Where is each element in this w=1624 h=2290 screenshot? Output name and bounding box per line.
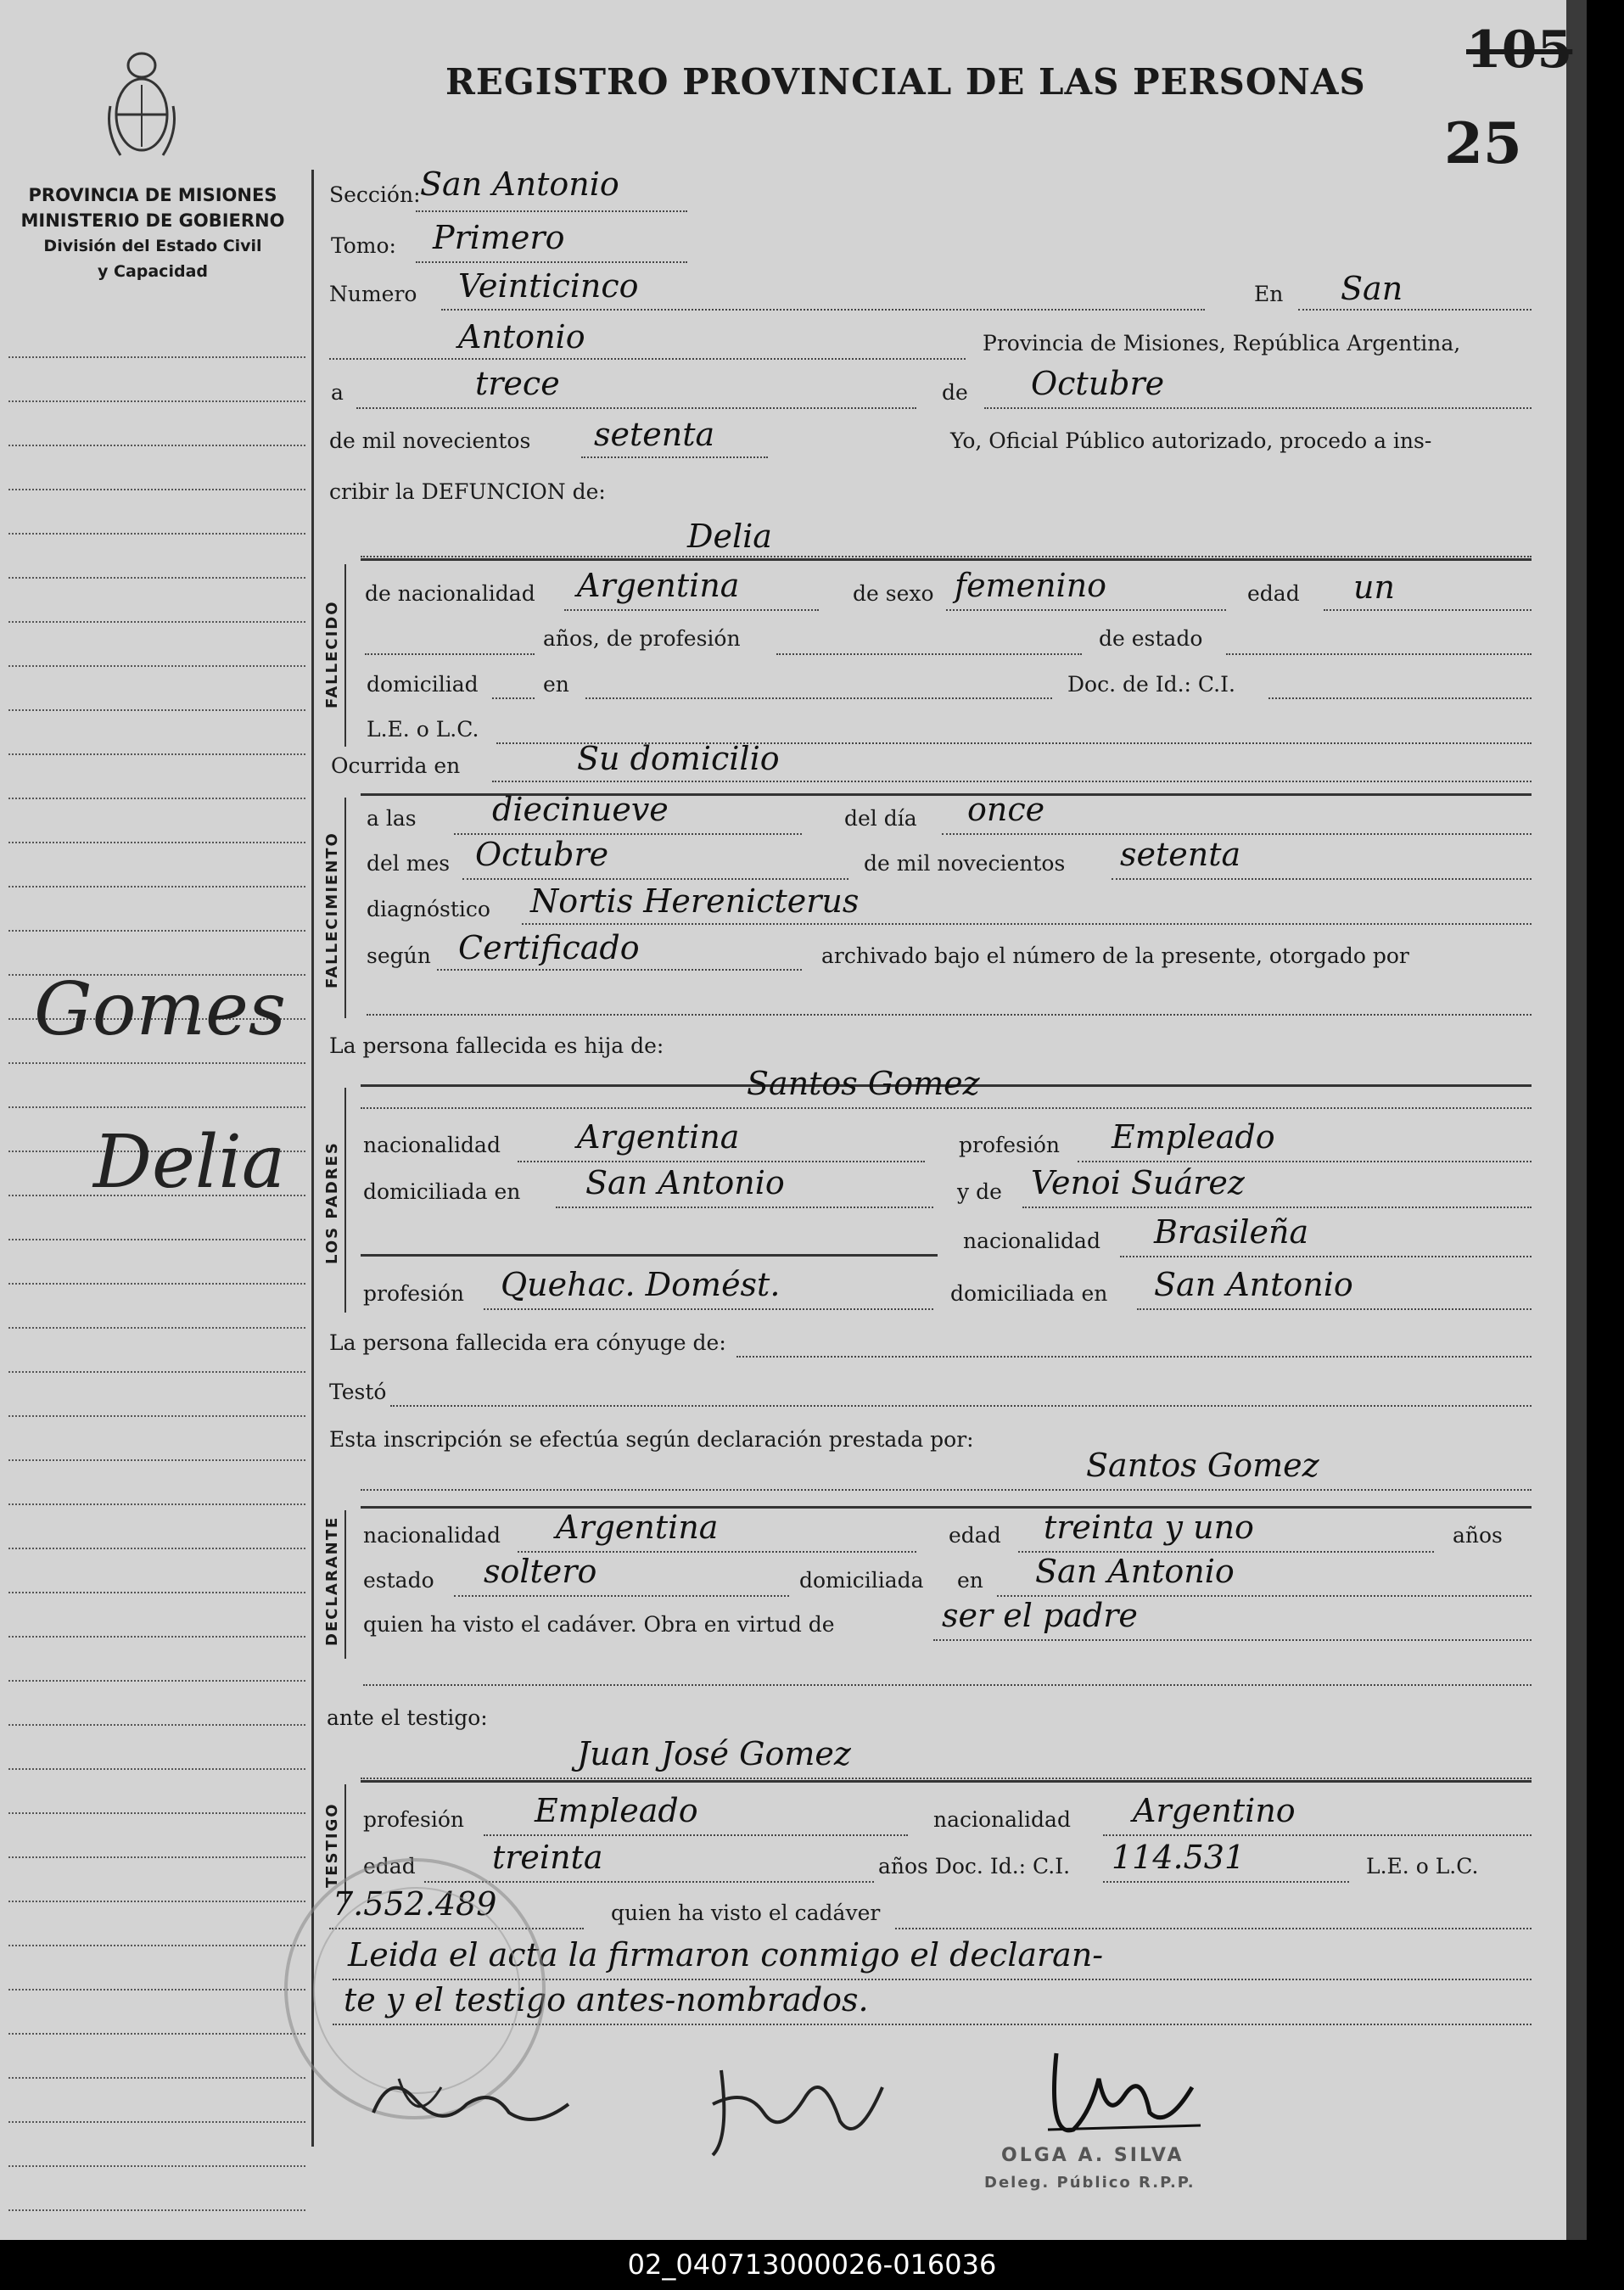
- ministry-label: MINISTERIO DE GOBIERNO: [20, 210, 285, 231]
- madre-name: Venoi Suárez: [1031, 1164, 1245, 1201]
- mes-line: [462, 878, 848, 880]
- a-las-line: [454, 833, 802, 835]
- fallecimiento-section-label: FALLECIMIENTO: [323, 831, 341, 988]
- testigo-visto-line: [895, 1928, 1532, 1929]
- anos-profesion-label: años, de profesión: [543, 626, 741, 651]
- division-label: División del Estado Civil: [43, 237, 262, 255]
- de-label: de: [942, 380, 968, 405]
- padre-profesion-value: Empleado: [1112, 1118, 1275, 1156]
- madre-nacionalidad-value: Brasileña: [1154, 1213, 1309, 1251]
- margin-rule-line: [8, 1062, 305, 1064]
- testigo-name: Juan José Gomez: [577, 1735, 851, 1772]
- margin-rule-line: [8, 930, 305, 932]
- declarante-estado-label: estado: [363, 1568, 434, 1593]
- testigo-profesion-label: profesión: [363, 1807, 465, 1832]
- domicilio-en-line: [585, 697, 1052, 699]
- padres-intro: La persona fallecida es hija de:: [329, 1033, 664, 1058]
- year-label: de mil novecientos: [329, 428, 531, 453]
- deceased-name: Delia: [687, 518, 772, 555]
- margin-rule-line: [8, 2033, 305, 2035]
- ocurrida-value: Su domicilio: [577, 740, 780, 777]
- segun-value: Certificado: [458, 929, 640, 966]
- domicilio-line: [492, 697, 535, 699]
- declarante-estado-line: [454, 1595, 789, 1597]
- madre-domiciliada-line: [1137, 1308, 1532, 1310]
- margin-rule-line: [8, 2121, 305, 2123]
- margin-rule-line: [8, 1768, 305, 1770]
- margin-rule-line: [8, 621, 305, 623]
- deceased-name-line: [361, 556, 1532, 557]
- archivado-text: archivado bajo el número de la presente, otorgado por: [821, 943, 1409, 968]
- margin-rule-line: [8, 709, 305, 711]
- padre-nacionalidad-label: nacionalidad: [363, 1133, 501, 1157]
- padres-section-label: LOS PADRES: [323, 1141, 341, 1264]
- sexo-line: [946, 609, 1226, 611]
- margin-rule-line: [8, 1327, 305, 1329]
- official-title-stamp: Deleg. Público R.P.P.: [984, 2174, 1196, 2192]
- margin-rule-line: [8, 842, 305, 843]
- testo-line: [390, 1405, 1532, 1407]
- padre-name-line: [361, 1107, 1532, 1109]
- testigo-anos-label: años Doc. Id.: C.I.: [878, 1854, 1071, 1878]
- margin-rule-line: [8, 1459, 305, 1461]
- margin-rule-line: [8, 1239, 305, 1240]
- margin-rule-line: [8, 1106, 305, 1108]
- testigo-name-line: [361, 1778, 1532, 1779]
- margin-rule-line: [8, 798, 305, 799]
- madre-profesion-label: profesión: [363, 1281, 465, 1306]
- dia-line: [942, 833, 1532, 835]
- ocurrida-line: [492, 781, 1532, 782]
- tomo-line: [416, 261, 687, 263]
- seccion-label: Sección:: [329, 182, 421, 207]
- testigo-nacionalidad-line: [1103, 1834, 1532, 1836]
- declarante-visto-line: [933, 1639, 1532, 1641]
- declarante-edad-value: treinta y uno: [1044, 1509, 1254, 1546]
- conyuge-label: La persona fallecida era cónyuge de:: [329, 1330, 726, 1355]
- anos-line: [365, 653, 535, 655]
- oficial-text: Yo, Oficial Público autorizado, procedo a ins-: [950, 428, 1432, 453]
- declarante-name-line: [361, 1489, 1532, 1491]
- dia-label: del día: [844, 806, 917, 831]
- document-title: REGISTRO PROVINCIAL DE LAS PERSONAS: [445, 61, 1366, 103]
- declarante-nacionalidad-value: Argentina: [556, 1509, 719, 1546]
- testigo-section-label: TESTIGO: [323, 1802, 341, 1888]
- margin-rule-line: [8, 1724, 305, 1726]
- declarant-signature: [696, 2053, 908, 2164]
- a-label: a: [331, 380, 344, 405]
- closing-line-2: te y el testigo antes-nombrados.: [344, 1981, 869, 2018]
- registrar-signature: [1039, 2045, 1209, 2147]
- margin-rule-line: [8, 1283, 305, 1285]
- margin-surname: Gomes: [34, 967, 287, 1052]
- padre-domiciliada-value: San Antonio: [585, 1164, 785, 1201]
- province-label: PROVINCIA DE MISIONES: [28, 185, 277, 205]
- a-value: trece: [475, 365, 560, 402]
- padre-nacionalidad-line: [518, 1161, 925, 1162]
- testigo-nacionalidad-value: Argentino: [1133, 1792, 1296, 1829]
- fallecido-nacionalidad-line: [564, 609, 819, 611]
- edad-value: un: [1353, 568, 1395, 606]
- madre-profesion-line: [484, 1308, 933, 1310]
- de-line: [984, 407, 1532, 409]
- domicilio-label: domiciliad: [367, 672, 479, 697]
- declarante-en-label: en: [957, 1568, 983, 1593]
- mes-label: del mes: [367, 851, 451, 876]
- sexo-label: de sexo: [853, 581, 934, 606]
- sexo-value: femenino: [955, 567, 1107, 604]
- declarante-edad-label: edad: [949, 1523, 1001, 1548]
- margin-rule-line: [8, 1680, 305, 1682]
- declarante-estado-value: soltero: [484, 1553, 597, 1590]
- margin-rule-line: [8, 1592, 305, 1593]
- diagnostico-line: [522, 923, 1532, 925]
- fallecido-top-rule: [361, 558, 1532, 561]
- dia-value: once: [967, 791, 1045, 828]
- segun-label: según: [367, 943, 431, 968]
- fallecido-nacionalidad-value: Argentina: [577, 567, 740, 604]
- numero-label: Numero: [329, 282, 417, 306]
- declarante-name: Santos Gomez: [1086, 1447, 1319, 1484]
- margin-rule-line: [8, 2165, 305, 2167]
- margin-rule-line: [8, 665, 305, 667]
- domicilio-en-label: en: [543, 672, 569, 697]
- padre-name: Santos Gomez: [747, 1065, 980, 1102]
- diagnostico-label: diagnóstico: [367, 897, 490, 921]
- closing-line-1: Leida el acta la firmaron conmigo el declaran-: [348, 1936, 1104, 1974]
- tomo-label: Tomo:: [331, 233, 396, 258]
- testigo-ci-value: 114.531: [1112, 1839, 1246, 1876]
- official-signature-1: [365, 2053, 585, 2147]
- profesion-line: [776, 653, 1082, 655]
- declarante-domiciliada-value: San Antonio: [1035, 1553, 1235, 1590]
- margin-rule-line: [8, 533, 305, 535]
- testigo-edad-value: treinta: [492, 1839, 603, 1876]
- numero-value: Veinticinco: [458, 267, 639, 305]
- testigo-edad-label: edad: [363, 1854, 416, 1878]
- testo-label: Testó: [329, 1380, 387, 1404]
- testigo-profesion-value: Empleado: [535, 1792, 698, 1829]
- madre-domiciliada-label: domiciliada en: [950, 1281, 1108, 1306]
- testigo-intro: ante el testigo:: [327, 1705, 488, 1730]
- madre-name-line: [1022, 1207, 1532, 1208]
- issuer-header: [0, 182, 305, 284]
- margin-rule-line: [8, 577, 305, 579]
- file-id: 02_040713000026-016036: [627, 2248, 997, 2281]
- edad-line: [1324, 609, 1532, 611]
- testigo-profesion-line: [484, 1834, 908, 1836]
- testigo-le-label: L.E. o L.C.: [1366, 1854, 1479, 1878]
- declarante-nacionalidad-label: nacionalidad: [363, 1523, 501, 1548]
- declarante-domiciliada-label: domiciliada: [799, 1568, 924, 1593]
- mes-value: Octubre: [475, 836, 609, 873]
- estado-label: de estado: [1099, 626, 1203, 651]
- margin-rule-line: [8, 2077, 305, 2079]
- testigo-top-rule: [361, 1780, 1532, 1783]
- segun-line: [437, 969, 802, 971]
- padre-profesion-label: profesión: [959, 1133, 1061, 1157]
- coat-of-arms-icon: [104, 47, 180, 165]
- year-value: setenta: [594, 416, 715, 453]
- margin-rule-line: [8, 1503, 305, 1505]
- fallecimiento-year-label: de mil novecientos: [864, 851, 1066, 876]
- margin-rule-line: [8, 1989, 305, 1990]
- margin-rule-line: [8, 356, 305, 358]
- declarante-extra-line: [363, 1684, 1532, 1686]
- doc-label: Doc. de Id.: C.I.: [1067, 672, 1235, 697]
- madre-profesion-value: Quehac. Domést.: [501, 1266, 781, 1303]
- declarante-visto-value: ser el padre: [942, 1597, 1138, 1634]
- declarante-visto-label: quien ha visto el cadáver. Obra en virtud de: [363, 1612, 835, 1637]
- fallecimiento-year-line: [1112, 878, 1532, 880]
- page-number: 25: [1444, 110, 1522, 176]
- seccion-value: San Antonio: [420, 165, 619, 203]
- en-value-2: Antonio: [458, 318, 585, 356]
- official-name-stamp: OLGA A. SILVA: [1001, 2145, 1184, 2166]
- margin-given-name: Delia: [93, 1120, 286, 1205]
- ocurrida-label: Ocurrida en: [331, 753, 461, 778]
- padre-domiciliada-label: domiciliada en: [363, 1179, 521, 1204]
- en-label: En: [1254, 282, 1284, 306]
- margin-rule-line: [8, 489, 305, 490]
- margin-rule-line: [8, 1945, 305, 1946]
- inscribir-text: cribir la DEFUNCION de:: [329, 479, 606, 504]
- a-line: [356, 407, 916, 409]
- padre-domiciliada-line: [556, 1207, 933, 1208]
- diagnostico-value: Nortis Herenicterus: [530, 882, 860, 920]
- de-value: Octubre: [1031, 365, 1165, 402]
- testigo-ci-line: [1103, 1881, 1349, 1883]
- en-line-2: [329, 358, 966, 360]
- a-las-value: diecinueve: [492, 791, 669, 828]
- fallecido-nacionalidad-label: de nacionalidad: [365, 581, 535, 606]
- declarante-intro: Esta inscripción se efectúa según declaración prestada por:: [329, 1427, 974, 1452]
- margin-rule-line: [8, 1636, 305, 1638]
- otorgado-line: [367, 1014, 1532, 1016]
- margin-rule-line: [8, 1548, 305, 1549]
- declarante-section-label: DECLARANTE: [323, 1515, 341, 1646]
- madre-nacionalidad-label: nacionalidad: [963, 1229, 1100, 1253]
- margin-divider: [311, 170, 314, 2147]
- madre-nacionalidad-line: [1120, 1256, 1532, 1257]
- fallecido-section-label: FALLECIDO: [323, 600, 341, 708]
- capacity-label: y Capacidad: [98, 262, 208, 281]
- margin-rule-line: [8, 400, 305, 402]
- margin-rule-line: [8, 2209, 305, 2211]
- page-number-struck: 105: [1466, 20, 1573, 80]
- le-label: L.E. o L.C.: [367, 717, 479, 742]
- margin-rule-line: [8, 1371, 305, 1373]
- seccion-line: [416, 210, 687, 212]
- padre-profesion-line: [1078, 1161, 1532, 1162]
- testigo-visto-label: quien ha visto el cadáver: [611, 1901, 881, 1925]
- margin-rule-line: [8, 886, 305, 887]
- y-de-label: y de: [957, 1179, 1002, 1204]
- testigo-nacionalidad-label: nacionalidad: [933, 1807, 1071, 1832]
- madre-domiciliada-value: San Antonio: [1154, 1266, 1353, 1303]
- doc-line: [1268, 697, 1532, 699]
- en-value: San: [1341, 270, 1403, 307]
- margin-rule-line: [8, 1812, 305, 1814]
- margin-rule-line: [8, 753, 305, 755]
- a-las-label: a las: [367, 806, 417, 831]
- margin-rule-line: [8, 1856, 305, 1858]
- en-line: [1298, 309, 1532, 311]
- numero-line: [441, 309, 1205, 311]
- provincia-text: Provincia de Misiones, República Argentina,: [983, 331, 1461, 356]
- madre-name-rule: [361, 1254, 938, 1257]
- book-binding: [1566, 0, 1587, 2240]
- padre-nacionalidad-value: Argentina: [577, 1118, 740, 1156]
- fallecimiento-year-value: setenta: [1120, 836, 1241, 873]
- tomo-value: Primero: [433, 219, 565, 256]
- margin-rule-line: [8, 1901, 305, 1902]
- year-line: [581, 456, 768, 458]
- margin-rule-line: [8, 1415, 305, 1417]
- estado-line: [1226, 653, 1532, 655]
- margin-rule-line: [8, 445, 305, 446]
- edad-label: edad: [1247, 581, 1300, 606]
- declarante-anos-label: años: [1453, 1523, 1503, 1548]
- conyuge-line: [736, 1356, 1532, 1358]
- declarante-top-rule: [361, 1506, 1532, 1509]
- testigo-le-value: 7.552.489: [333, 1885, 497, 1923]
